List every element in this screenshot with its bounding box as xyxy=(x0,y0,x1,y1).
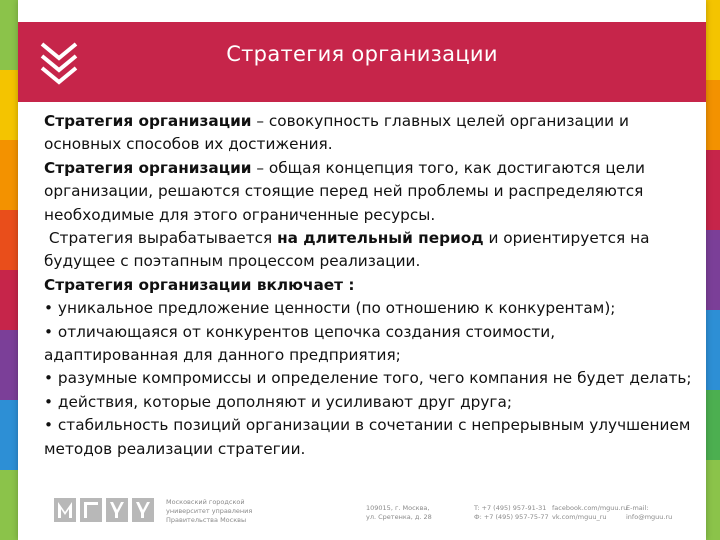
period-term: на длительный период xyxy=(277,229,484,248)
title-bar xyxy=(18,22,706,102)
period-paragraph xyxy=(44,227,694,274)
bullet-item: • уникальное предложение ценности (по отношению к конкурентам); xyxy=(44,299,616,318)
left-stripe-2 xyxy=(0,70,18,140)
slide-body xyxy=(44,110,694,461)
org-name: Московский городской университет управления Правительства Москвы xyxy=(166,498,253,524)
includes-heading: Стратегия организации включает : xyxy=(44,275,355,294)
slide-title: Стратегия организации xyxy=(226,42,498,66)
right-stripe-6 xyxy=(706,390,720,460)
slide-card xyxy=(18,0,706,540)
bullet-item: • разумные компромиссы и определение того, чего компания не будет делать; xyxy=(44,369,692,388)
email-link[interactable]: E-mail: info@mguu.ru xyxy=(626,504,673,521)
right-stripe-2 xyxy=(706,80,720,150)
right-stripe-4 xyxy=(706,230,720,310)
right-stripe-1 xyxy=(706,0,720,80)
period-post: и ориентируется на будущее с поэтапным процессом реализации. xyxy=(44,229,650,271)
definition-2 xyxy=(44,157,694,227)
social-links[interactable]: facebook.com/mguu.ru vk.com/mguu_ru xyxy=(552,504,628,521)
address: 109015, г. Москва, ул. Сретенка, д. 28 xyxy=(366,504,432,521)
definition-1-text: – совокупность главных целей организации и основных способов их достижения. xyxy=(44,112,629,154)
left-stripe-5 xyxy=(0,270,18,330)
phones: T: +7 (495) 957-91-31 Ф: +7 (495) 957-75-77 xyxy=(474,504,549,521)
left-stripe-6 xyxy=(0,330,18,400)
left-stripe-1 xyxy=(0,0,18,70)
footer xyxy=(54,496,694,526)
right-stripe-7 xyxy=(706,460,720,540)
mguu-logo xyxy=(54,498,158,522)
bullet-item: • действия, которые дополняют и усиливают друг друга; xyxy=(44,392,512,411)
definition-1-term: Стратегия организации xyxy=(44,112,252,130)
left-stripe-4 xyxy=(0,210,18,270)
definition-2-term: Стратегия организации xyxy=(44,158,252,177)
definition-1 xyxy=(44,110,694,157)
left-stripe-3 xyxy=(0,140,18,210)
right-stripe-3 xyxy=(706,150,720,230)
left-stripe-7 xyxy=(0,400,18,470)
definition-2-text: – общая концепция того, как достигаются цели организации, решаются стоящие перед ней проблемы и распределяются необходимые для этого ограниченные ресурсы. xyxy=(44,158,645,224)
bullet-item: • стабильность позиций организации в сочетании с непрерывным улучшением методов реализации стратегии. xyxy=(44,416,691,458)
right-stripe-5 xyxy=(706,310,720,390)
period-pre: Стратегия вырабатывается xyxy=(44,229,278,248)
bullet-item: • отличающаяся от конкурентов цепочка создания стоимости, адаптированная для данного предприятия; xyxy=(44,322,556,365)
left-stripe-8 xyxy=(0,470,18,540)
